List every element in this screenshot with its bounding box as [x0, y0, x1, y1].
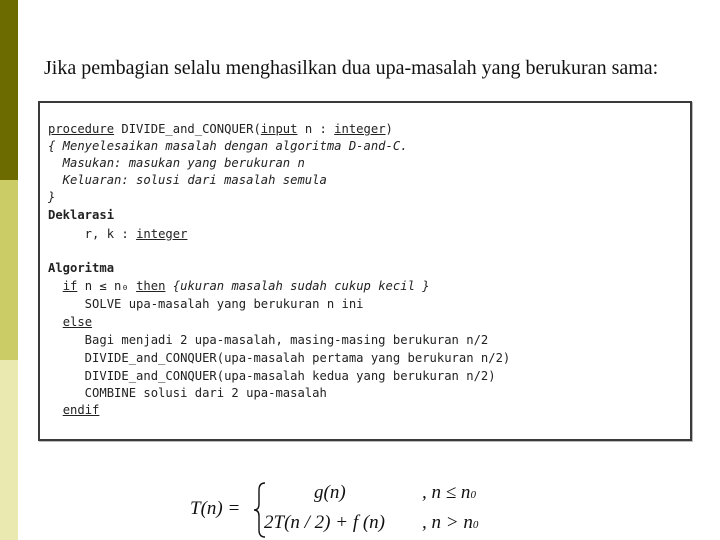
- code-deklarasi: Deklarasi: [48, 208, 115, 222]
- kw-integer: integer: [334, 122, 386, 136]
- kw-if: if: [62, 279, 78, 293]
- decl-vars: r, k :: [48, 227, 137, 241]
- procedure-name: DIVIDE_and_CONQUER(: [114, 122, 261, 136]
- kw-then: then: [136, 279, 166, 293]
- decl-type: integer: [136, 227, 188, 241]
- case2-condition: , n > n0: [422, 512, 479, 533]
- decor-bar-light: [0, 360, 18, 540]
- code-solve: SOLVE upa-masalah yang berukuran n ini: [48, 297, 364, 311]
- if-comment: {ukuran masalah sudah cukup kecil }: [165, 279, 430, 293]
- kw-else: else: [62, 315, 93, 329]
- kw-input: input: [260, 122, 298, 136]
- formula-lhs: T(n) =: [190, 498, 241, 519]
- procedure-close: ): [385, 122, 393, 136]
- case1-expression: g(n): [314, 482, 346, 503]
- decor-bar-mid: [0, 180, 18, 360]
- code-comment-3: Keluaran: solusi dari masalah semula: [48, 173, 327, 187]
- case2-expression: 2T(n / 2) + f (n): [264, 512, 386, 533]
- code-decl-line: [48, 226, 187, 243]
- slide-heading: Jika pembagian selalu menghasilkan dua upa-masalah yang berukuran sama:: [44, 57, 659, 79]
- code-comment-1: { Menyelesaikan masalah dengan algoritma D-and-C.: [48, 139, 408, 153]
- code-combine: COMBINE solusi dari 2 upa-masalah: [48, 386, 327, 400]
- code-else-line: [48, 314, 92, 331]
- code-dc1: DIVIDE_and_CONQUER(upa-masalah pertama yang berukuran n/2): [48, 351, 511, 365]
- kw-endif: endif: [62, 403, 100, 417]
- if-condition: n ≤ n₀: [77, 279, 137, 293]
- code-dc2: DIVIDE_and_CONQUER(upa-masalah kedua yang berukuran n/2): [48, 369, 496, 383]
- case1-condition: , n ≤ n0: [422, 482, 476, 503]
- kw-procedure: procedure: [48, 122, 115, 136]
- pseudocode-box: [38, 101, 692, 441]
- code-line-procedure: [48, 121, 393, 138]
- decor-bar-dark: [0, 0, 18, 180]
- code-algoritma: Algoritma: [48, 261, 115, 275]
- code-endif-line: [48, 402, 99, 419]
- code-if-line: [48, 278, 430, 295]
- procedure-param: n :: [297, 122, 335, 136]
- recurrence-formula: [190, 478, 510, 538]
- code-bagi: Bagi menjadi 2 upa-masalah, masing-masing berukuran n/2: [48, 333, 489, 347]
- code-comment-4: }: [48, 190, 56, 204]
- code-comment-2: Masukan: masukan yang berukuran n: [48, 156, 305, 170]
